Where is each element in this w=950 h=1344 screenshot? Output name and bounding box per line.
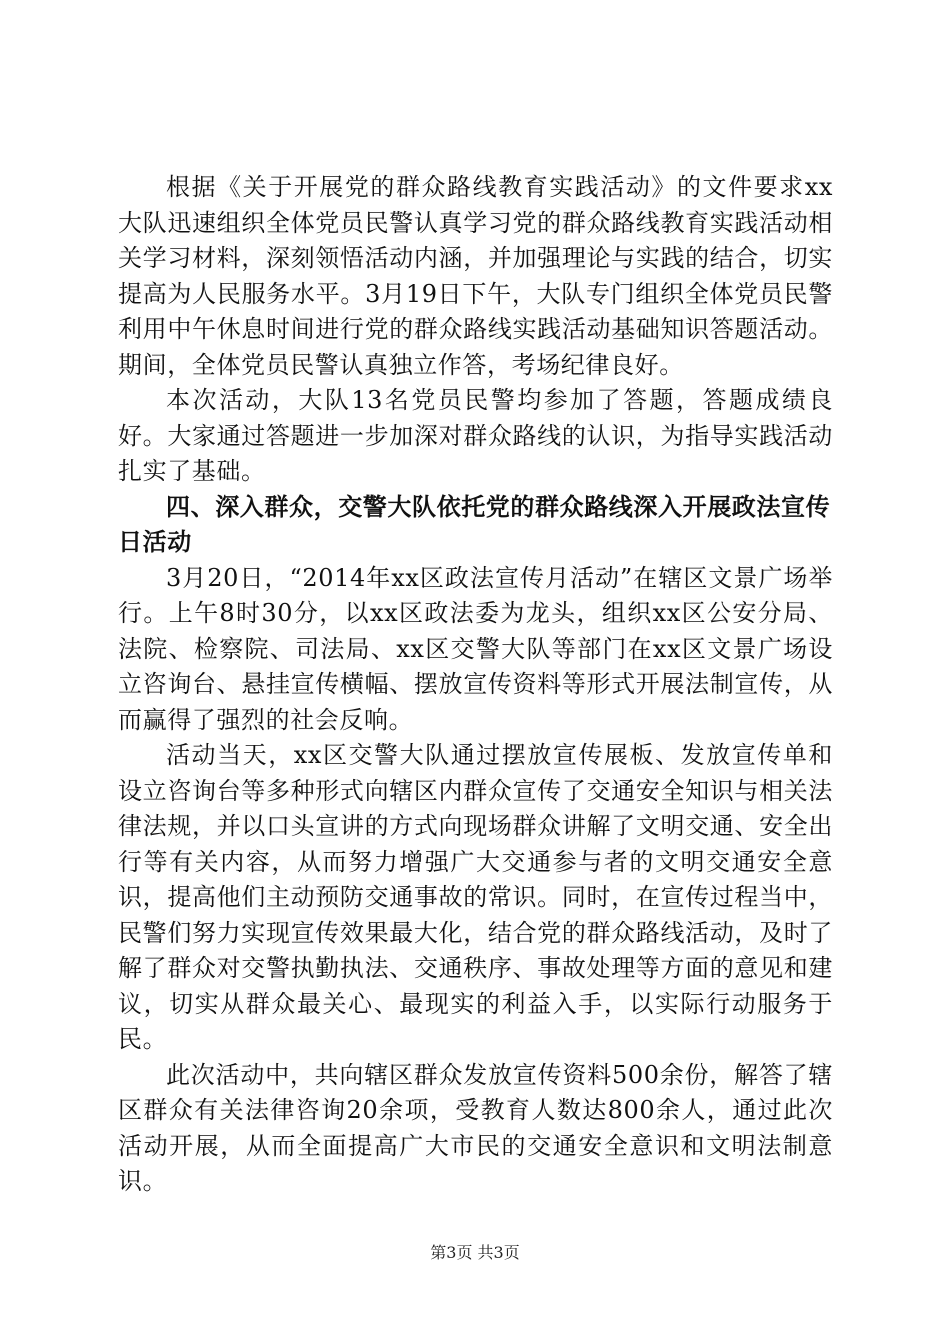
- document-body: [118, 170, 833, 1200]
- paragraph-event-summary: 此次活动中，共向辖区群众发放宣传资料500余份，解答了辖区群众有关法律咨询20余项，受教育人数达800余人，通过此次活动开展，从而全面提高广大市民的交通安全意识和文明法制意识。: [118, 1060, 833, 1195]
- paragraph-quiz-results: 本次活动，大队13名党员民警均参加了答题，答题成绩良好。大家通过答题进一步加深对群众路线的认识，为指导实践活动扎实了基础。: [118, 386, 833, 485]
- paragraph-study-activity: 根据《关于开展党的群众路线教育实践活动》的文件要求xx大队迅速组织全体党员民警认真学习党的群众路线教育实践活动相关学习材料，深刻领悟活动内涵，并加强理论与实践的结合，切实提高为人民服务水平。3月19日下午，大队专门组织全体党员民警利用中午休息时间进行党的群众路线实践活动基础知识答题活动。期间，全体党员民警认真独立作答，考场纪律良好。: [118, 173, 833, 379]
- section-heading: 四、深入群众，交警大队依托党的群众路线深入开展政法宣传日活动: [118, 492, 831, 556]
- paragraph-publicity-event: 3月20日，“2014年xx区政法宣传月活动”在辖区文景广场举行。上午8时30分，以xx区政法委为龙头，组织xx区公安分局、法院、检察院、司法局、xx区交警大队等部门在xx区文景广场设立咨询台、悬挂宣传横幅、摆放宣传资料等形式开展法制宣传，从而赢得了强烈的社会反响。: [118, 563, 833, 734]
- paragraph-event-day: 活动当天，xx区交警大队通过摆放宣传展板、发放宣传单和设立咨询台等多种形式向辖区内群众宣传了交通安全知识与相关法律法规，并以口头宣讲的方式向现场群众讲解了文明交通、安全出行等有关内容，从而努力增强广大交通参与者的文明交通安全意识，提高他们主动预防交通事故的常识。同时，在宣传过程当中，民警们努力实现宣传效果最大化，结合党的群众路线活动，及时了解了群众对交警执勤执法、交通秩序、事故处理等方面的意见和建议，切实从群众最关心、最现实的利益入手，以实际行动服务于民。: [118, 741, 833, 1053]
- page-number-footer: 第3页 共3页: [430, 1243, 520, 1262]
